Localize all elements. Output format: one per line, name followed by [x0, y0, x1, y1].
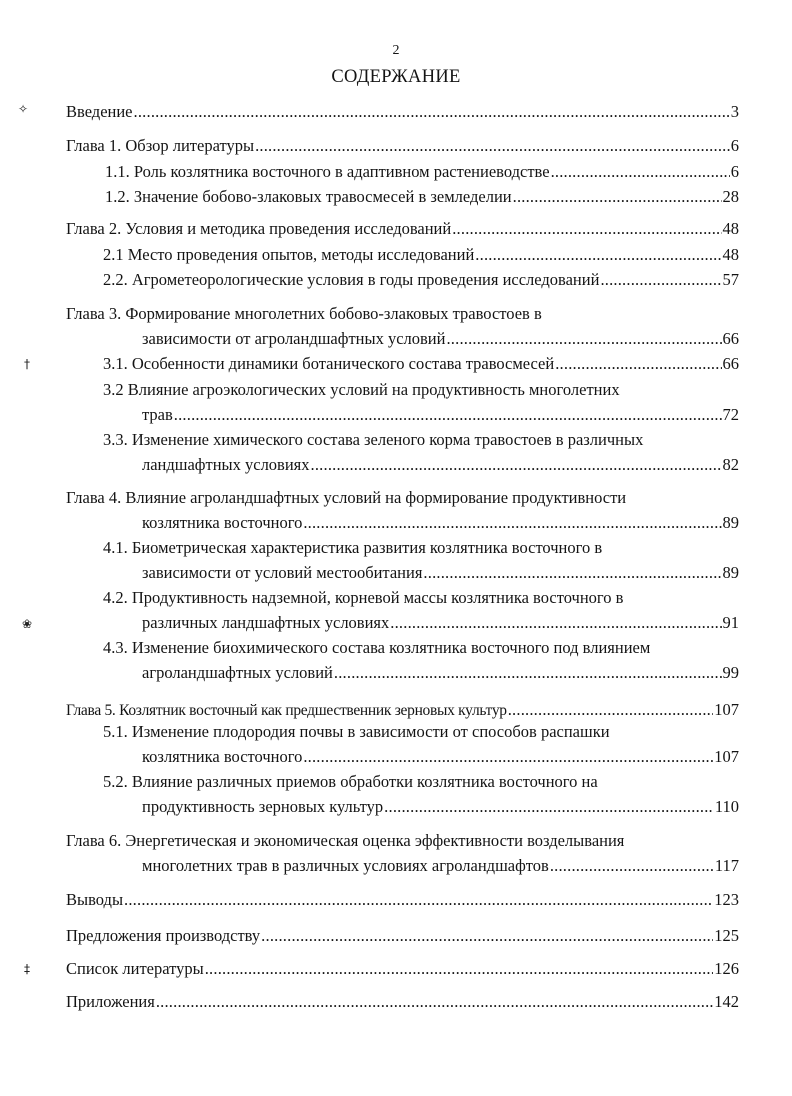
- toc-entry-section-4-1[interactable]: [103, 537, 739, 584]
- leader-dots: [475, 244, 721, 266]
- toc-entry-section-5-2[interactable]: [103, 771, 739, 818]
- toc-entry-title-line: 4.2. Продуктивность надземной, корневой массы козлятника восточного в: [103, 588, 624, 607]
- toc-entry-title-line: многолетних трав в различных условиях агроландшафтов: [142, 856, 549, 875]
- toc-entry-title-line: различных ландшафтных условиях: [142, 613, 390, 632]
- toc-entry-title-line: 3.3. Изменение химического состава зеленого корма травостоев в различных: [103, 430, 644, 449]
- toc-entry-page: 66: [722, 354, 739, 373]
- toc-entry-page: 89: [722, 513, 739, 532]
- toc-entry-title: 2.2. Агрометеорологические условия в годы проведения исследований: [103, 270, 600, 289]
- toc-entry-section-5-1[interactable]: [103, 721, 739, 768]
- toc-entry-page: 89: [722, 563, 739, 582]
- toc-entry-page: 6: [730, 162, 739, 181]
- leader-dots: [551, 161, 730, 183]
- toc-entry-section-4-3[interactable]: [103, 637, 739, 684]
- toc-entry-section-1-1[interactable]: [105, 161, 739, 183]
- toc-entry-page: 123: [714, 890, 739, 909]
- toc-entry-title: 3.1. Особенности динамики ботанического состава травосмесей: [103, 354, 555, 373]
- toc-entry-title: 1.1. Роль козлятника восточного в адаптивном растениеводстве: [105, 162, 550, 181]
- toc-entry-section-4-2[interactable]: [103, 587, 739, 634]
- toc-entry-title: Приложения: [66, 992, 155, 1011]
- toc-entry-title: Предложения производству: [66, 926, 261, 945]
- leader-dots: [124, 889, 713, 911]
- toc-entry-title-line: 4.3. Изменение биохимического состава козлятника восточного под влиянием: [103, 638, 651, 657]
- toc-entry-chapter-3[interactable]: [66, 303, 739, 350]
- toc-entry-conclusions[interactable]: [66, 889, 739, 911]
- toc-entry-page: 72: [722, 405, 739, 424]
- toc-entry-title: Глава 2. Условия и методика проведения исследований: [66, 219, 452, 238]
- toc-entry-title: Глава 1. Обзор литературы: [66, 136, 255, 155]
- toc-entry-page: 91: [722, 613, 739, 632]
- toc-entry-title-line: агроландшафтных условий: [142, 663, 333, 682]
- toc-entry-page: 126: [714, 959, 739, 978]
- toc-entry-title-line: 5.1. Изменение плодородия почвы в зависимости от способов распашки: [103, 722, 610, 741]
- toc-entry-chapter-6[interactable]: [66, 830, 739, 877]
- toc-entry-page: 57: [722, 270, 739, 289]
- toc-entry-title: Введение: [66, 102, 133, 121]
- leader-dots: [508, 699, 714, 721]
- toc-entry-page: 117: [714, 856, 739, 875]
- leader-dots: [423, 562, 721, 584]
- leader-dots: [334, 662, 722, 684]
- toc-entry-section-1-2[interactable]: [105, 186, 739, 208]
- toc-entry-page: 107: [714, 700, 739, 719]
- toc-entry-title: 2.1 Место проведения опытов, методы исследований: [103, 245, 475, 264]
- leader-dots: [134, 101, 730, 123]
- margin-mark: †: [24, 357, 30, 371]
- toc-entry-title: 1.2. Значение бобово-злаковых травосмесей в земледелии: [105, 187, 512, 206]
- toc-entry-page: 125: [714, 926, 739, 945]
- page-number: 2: [392, 43, 400, 58]
- toc-entry-title-line: 5.2. Влияние различных приемов обработки козлятника восточного на: [103, 772, 598, 791]
- margin-mark: ❀: [22, 617, 33, 631]
- toc-entry-page: 28: [722, 187, 739, 206]
- leader-dots: [303, 512, 721, 534]
- toc-entry-page: 6: [730, 136, 739, 155]
- toc-entry-title: Выводы: [66, 890, 124, 909]
- toc-entry-section-2-1[interactable]: [103, 244, 739, 266]
- toc-entry-title: Глава 5. Козлятник восточный как предшественник зерновых культур: [66, 702, 507, 719]
- toc-entry-title-line: козлятника восточного: [142, 513, 303, 532]
- toc-entry-appendix[interactable]: [66, 991, 739, 1013]
- toc-entry-title-line: Глава 3. Формирование многолетних бобово-злаковых травостоев в: [66, 304, 542, 323]
- leader-dots: [311, 454, 722, 476]
- toc-entry-page: 3: [730, 102, 739, 121]
- toc-entry-page: 110: [714, 797, 739, 816]
- toc-entry-page: 48: [722, 245, 739, 264]
- margin-mark: ✧: [18, 102, 29, 116]
- toc-entry-title-line: Глава 6. Энергетическая и экономическая оценка эффективности возделывания: [66, 831, 625, 850]
- toc-entry-title-line: козлятника восточного: [142, 747, 303, 766]
- leader-dots: [452, 218, 721, 240]
- toc-entry-title-line: зависимости от условий местообитания: [142, 563, 423, 582]
- toc-entry-title-line: Глава 4. Влияние агроландшафтных условий на формирование продуктивности: [66, 488, 627, 507]
- toc-entry-title-line: 3.2 Влияние агроэкологических условий на продуктивность многолетних: [103, 380, 620, 399]
- leader-dots: [174, 404, 722, 426]
- toc-entry-page: 66: [722, 329, 739, 348]
- leader-dots: [446, 328, 721, 350]
- toc-entry-section-3-2[interactable]: [103, 379, 739, 426]
- leader-dots: [555, 353, 721, 375]
- toc-entry-intro[interactable]: [66, 101, 739, 123]
- toc-entry-title-line: трав: [142, 405, 173, 424]
- toc-entry-title-line: продуктивность зерновых культур: [142, 797, 384, 816]
- toc-entry-chapter-5[interactable]: [66, 699, 739, 722]
- leader-dots: [303, 746, 713, 768]
- leader-dots: [205, 958, 714, 980]
- leader-dots: [600, 269, 721, 291]
- toc-entry-chapter-2[interactable]: [66, 218, 739, 240]
- page-title: СОДЕРЖАНИЕ: [331, 67, 461, 87]
- toc-entry-page: 107: [714, 747, 739, 766]
- toc-entry-page: 48: [722, 219, 739, 238]
- toc-entry-section-2-2[interactable]: [103, 269, 739, 291]
- leader-dots: [156, 991, 713, 1013]
- toc-entry-proposals[interactable]: [66, 925, 739, 947]
- margin-mark: ‡: [24, 962, 30, 976]
- toc-entry-page: 99: [722, 663, 739, 682]
- toc-entry-chapter-1[interactable]: [66, 135, 739, 157]
- toc-entry-chapter-4[interactable]: [66, 487, 739, 534]
- toc-entry-references[interactable]: [66, 958, 739, 980]
- toc-entry-title-line: ландшафтных условиях: [142, 455, 310, 474]
- leader-dots: [550, 855, 714, 877]
- leader-dots: [261, 925, 713, 947]
- toc-entry-title-line: 4.1. Биометрическая характеристика развития козлятника восточного в: [103, 538, 603, 557]
- toc-entry-title-line: зависимости от агроландшафтных условий: [142, 329, 446, 348]
- toc-entry-section-3-1[interactable]: [103, 353, 739, 375]
- toc-entry-section-3-3[interactable]: [103, 429, 739, 476]
- toc-entry-page: 142: [714, 992, 739, 1011]
- toc-entry-title: Список литературы: [66, 959, 204, 978]
- toc-entry-page: 82: [722, 455, 739, 474]
- leader-dots: [255, 135, 730, 157]
- leader-dots: [513, 186, 722, 208]
- leader-dots: [390, 612, 721, 634]
- leader-dots: [384, 796, 714, 818]
